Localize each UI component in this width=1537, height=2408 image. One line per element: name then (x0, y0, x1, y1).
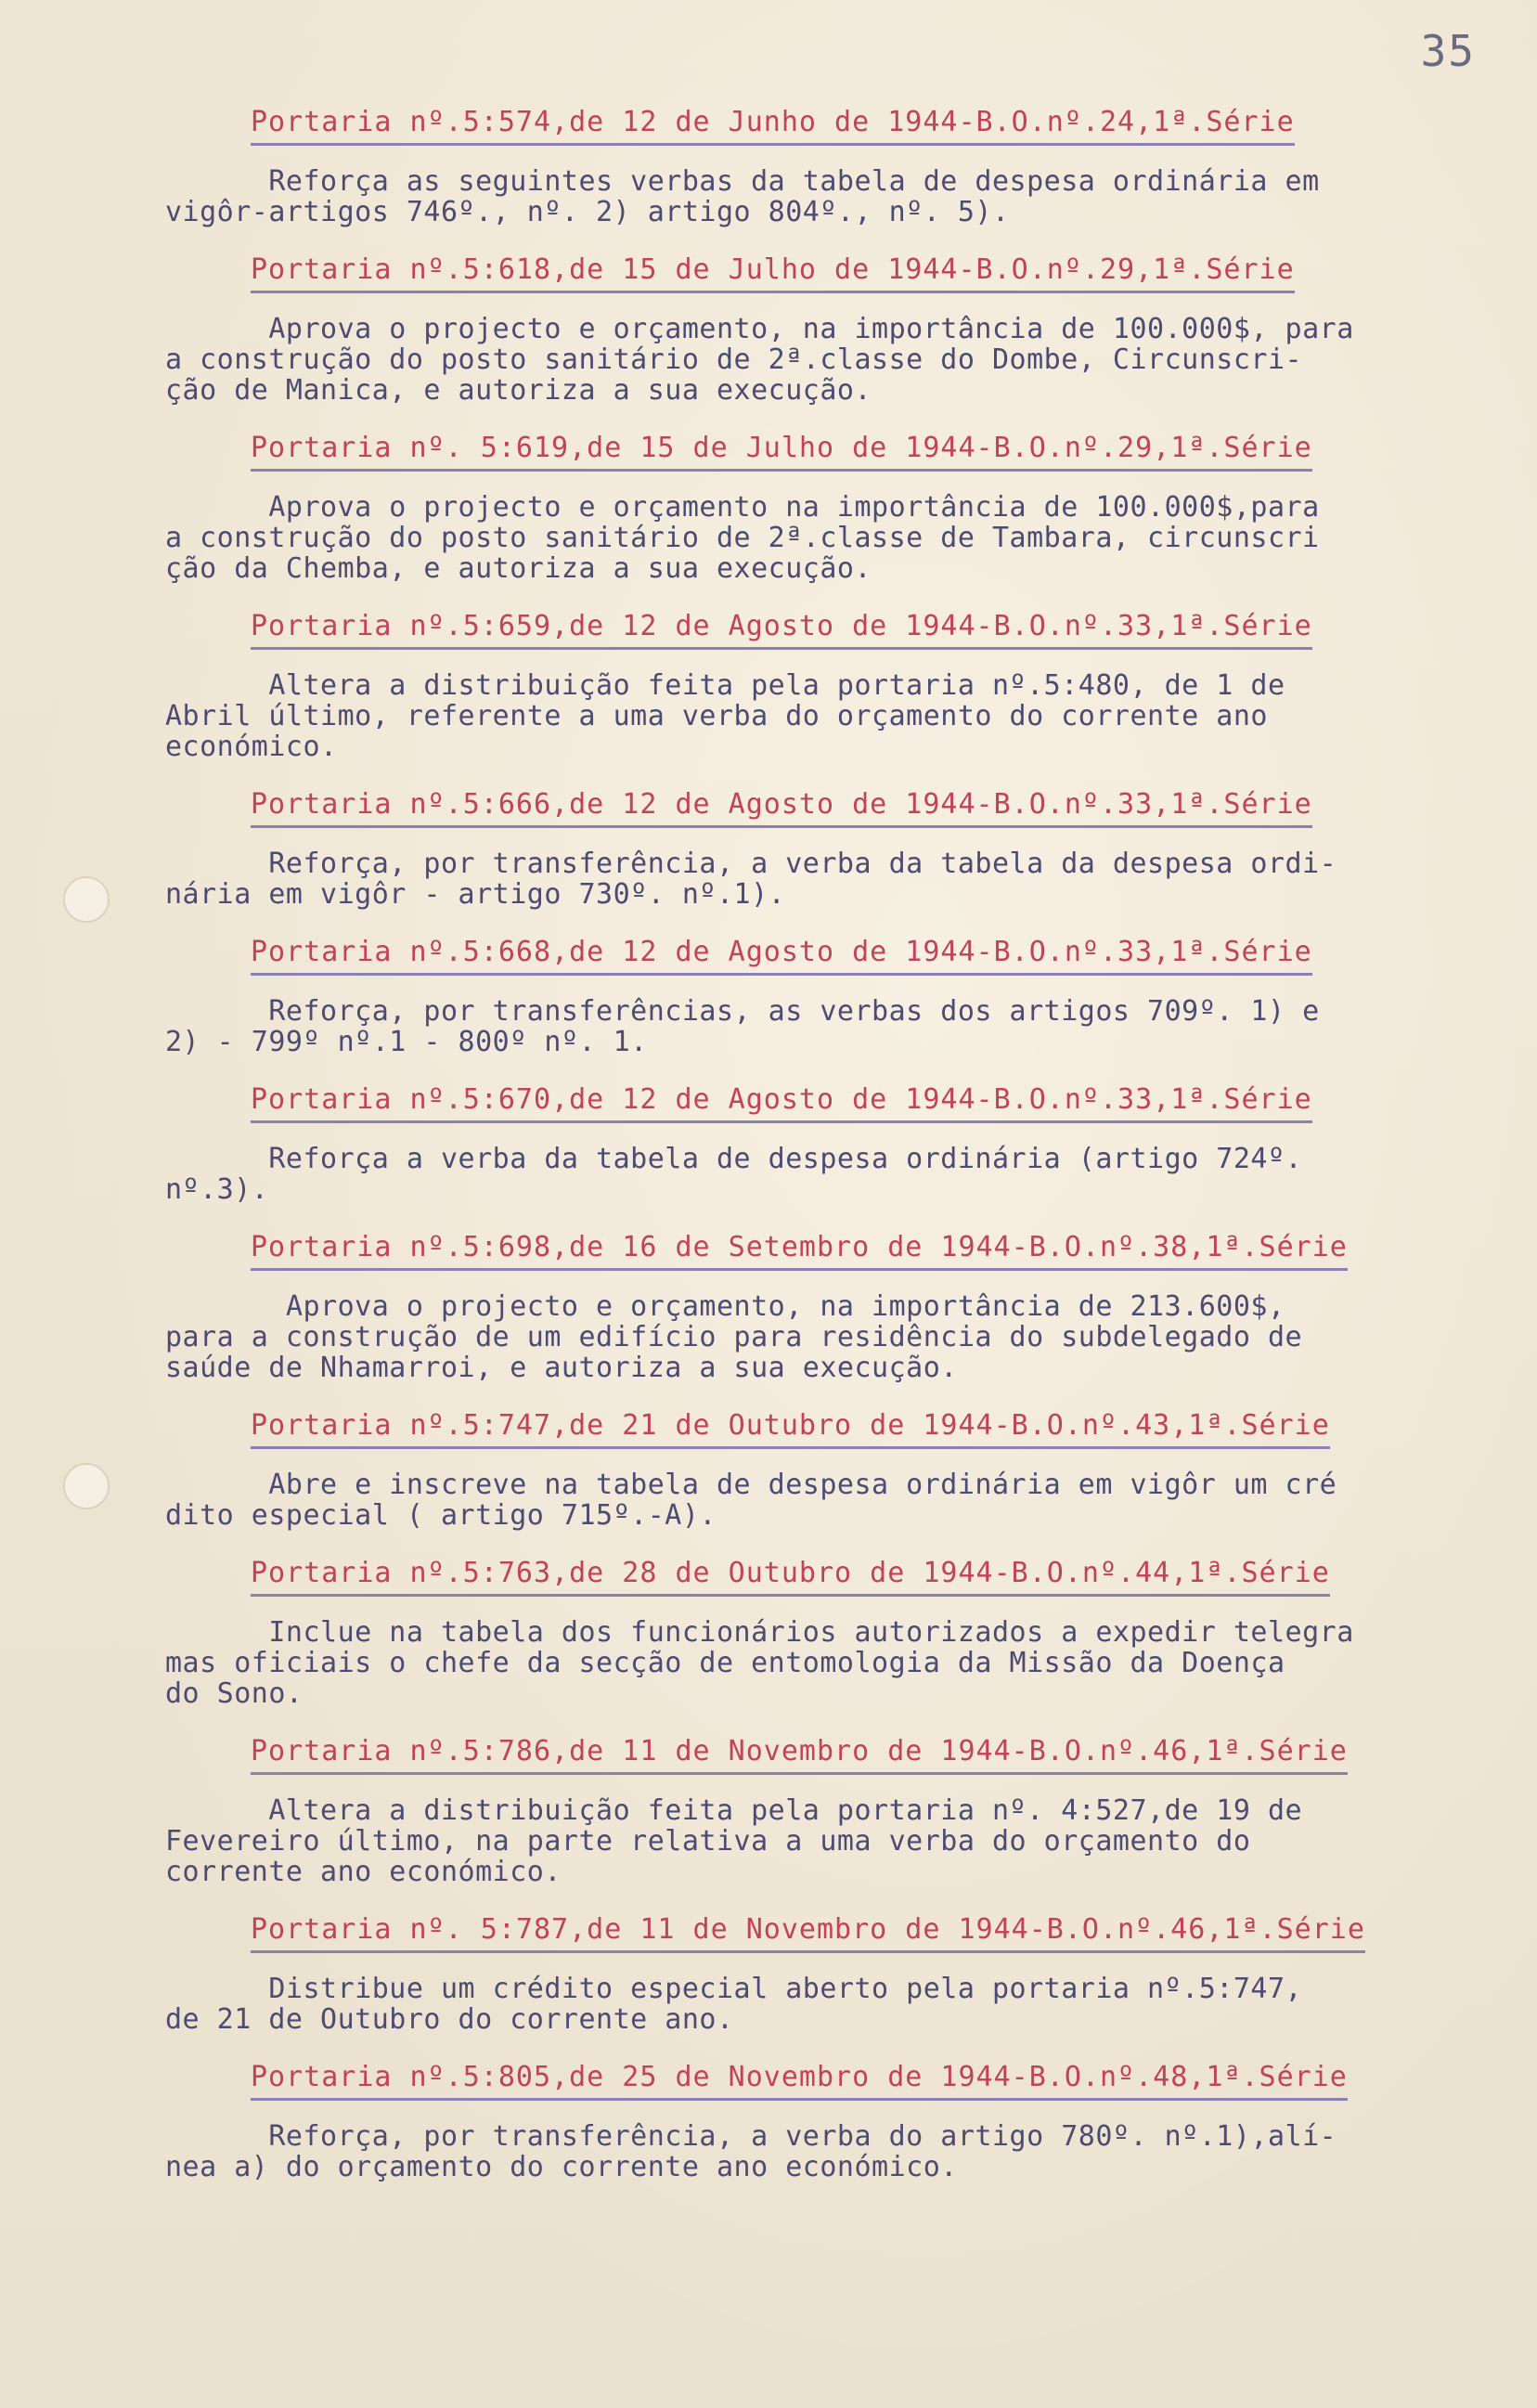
punch-hole-lower (63, 1463, 110, 1509)
portaria-title: Portaria nº.5:786,de 11 de Novembro de 1944-B.O.nº.46,1ª.Série (251, 1733, 1348, 1775)
portaria-entry (165, 1081, 1513, 1206)
portaria-entry (165, 1229, 1513, 1384)
portaria-title: Portaria nº.5:668,de 12 de Agosto de 1944-B.O.nº.33,1ª.Série (251, 934, 1312, 976)
portaria-summary: Aprova o projecto e orçamento, na importância de 213.600$, para a construção de um edifício para residência do subdelegado de saúde de Nhamarroi, e autoriza a sua execução. (165, 1290, 1303, 1384)
portaria-title: Portaria nº.5:805,de 25 de Novembro de 1944-B.O.nº.48,1ª.Série (251, 2059, 1348, 2101)
portaria-summary: Abre e inscreve na tabela de despesa ordinária em vigôr um cré dito especial ( artigo 715º.-A). (165, 1469, 1337, 1532)
portaria-entry (165, 608, 1513, 763)
portaria-entry (165, 252, 1513, 407)
portaria-entry (165, 2059, 1513, 2183)
portaria-title: Portaria nº.5:670,de 12 de Agosto de 1944-B.O.nº.33,1ª.Série (251, 1081, 1312, 1123)
portaria-summary: Reforça, por transferência, a verba da tabela da despesa ordi- nária em vigôr - artigo 730º. nº.1). (165, 848, 1337, 911)
portaria-title: Portaria nº.5:618,de 15 de Julho de 1944-B.O.nº.29,1ª.Série (251, 252, 1295, 293)
portaria-summary: Reforça a verba da tabela de despesa ordinária (artigo 724º. nº.3). (165, 1143, 1303, 1206)
portaria-title: Portaria nº. 5:619,de 15 de Julho de 1944-B.O.nº.29,1ª.Série (251, 430, 1312, 472)
portaria-summary: Reforça, por transferências, as verbas dos artigos 709º. 1) e 2) - 799º nº.1 - 800º nº. 1. (165, 995, 1320, 1058)
portaria-title: Portaria nº. 5:787,de 11 de Novembro de 1944-B.O.nº.46,1ª.Série (251, 1911, 1365, 1953)
portaria-entry (165, 1911, 1513, 2036)
portaria-summary: Reforça as seguintes verbas da tabela de despesa ordinária em vigôr-artigos 746º., nº. 2) artigo 804º., nº. 5). (165, 165, 1320, 228)
portaria-entry (165, 786, 1513, 911)
portaria-title: Portaria nº.5:659,de 12 de Agosto de 1944-B.O.nº.33,1ª.Série (251, 608, 1312, 650)
punch-hole-upper (63, 876, 110, 923)
portaria-entry (165, 1555, 1513, 1710)
portaria-entry (165, 430, 1513, 585)
portaria-title: Portaria nº.5:747,de 21 de Outubro de 1944-B.O.nº.43,1ª.Série (251, 1407, 1330, 1449)
portaria-list (165, 104, 1513, 2207)
portaria-summary: Distribue um crédito especial aberto pela portaria nº.5:747, de 21 de Outubro do corrente ano. (165, 1973, 1303, 2036)
portaria-summary: Reforça, por transferência, a verba do artigo 780º. nº.1),alí- nea a) do orçamento do corrente ano económico. (165, 2120, 1337, 2183)
portaria-entry (165, 1407, 1513, 1532)
portaria-title: Portaria nº.5:763,de 28 de Outubro de 1944-B.O.nº.44,1ª.Série (251, 1555, 1330, 1597)
portaria-entry (165, 934, 1513, 1058)
portaria-summary: Inclue na tabela dos funcionários autorizados a expedir telegra mas oficiais o chefe da secção de entomologia da Missão da Doença do Sono. (165, 1616, 1354, 1710)
portaria-summary: Aprova o projecto e orçamento, na importância de 100.000$, para a construção do posto sanitário de 2ª.classe do Dombe, Circunscri- ção de Manica, e autoriza a sua execução. (165, 313, 1354, 407)
portaria-summary: Altera a distribuição feita pela portaria nº.5:480, de 1 de Abril último, referente a uma verba do orçamento do corrente ano económico. (165, 669, 1285, 763)
portaria-entry (165, 1733, 1513, 1888)
portaria-entry (165, 104, 1513, 228)
portaria-title: Portaria nº.5:698,de 16 de Setembro de 1944-B.O.nº.38,1ª.Série (251, 1229, 1348, 1271)
portaria-summary: Altera a distribuição feita pela portaria nº. 4:527,de 19 de Fevereiro último, na parte relativa a uma verba do orçamento do corrente ano económico. (165, 1794, 1303, 1888)
portaria-title: Portaria nº.5:574,de 12 de Junho de 1944-B.O.nº.24,1ª.Série (251, 104, 1295, 146)
portaria-title: Portaria nº.5:666,de 12 de Agosto de 1944-B.O.nº.33,1ª.Série (251, 786, 1312, 828)
page-number: 35 (1420, 26, 1476, 76)
portaria-summary: Aprova o projecto e orçamento na importância de 100.000$,para a construção do posto sanitário de 2ª.classe de Tambara, circunscri ção da Chemba, e autoriza a sua execução. (165, 491, 1320, 585)
